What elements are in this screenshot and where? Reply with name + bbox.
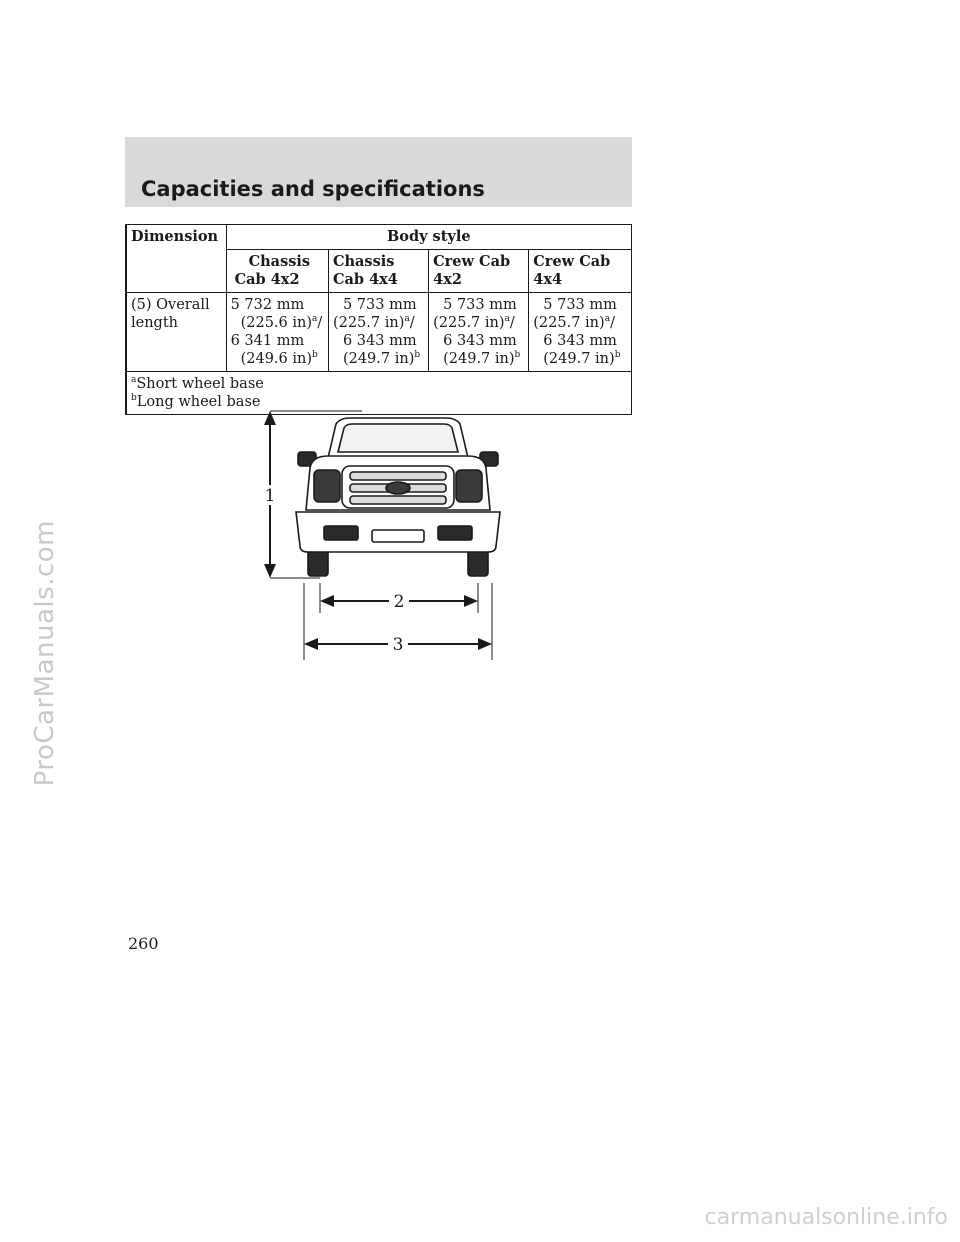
side-watermark: ProCarManuals.com [30,520,60,787]
body-style-header: Body style [226,225,631,250]
callout-3: 3 [392,635,404,655]
oval-badge-icon [386,482,410,494]
footnote: $^a$Short wheel base [131,375,264,392]
left-fog-lamp [324,526,358,540]
truck-front-illustration [296,418,500,576]
right-fog-lamp [438,526,472,540]
body-style-header-cell: Crew Cab 4x2 [429,250,529,293]
arrowhead-icon [264,411,276,425]
table-row [126,293,632,372]
windshield [338,424,458,452]
callout-2: 2 [393,592,405,612]
dimension-column-header: Dimension [126,225,226,293]
footnote: $^b$Long wheel base [131,393,261,410]
callout-1: 1 [264,486,276,506]
body-style-header-cell: Crew Cab 4x4 [529,250,632,293]
right-headlight [456,470,482,502]
body-style-header-cell: Chassis Cab 4x4 [328,250,428,293]
value-cell: 5 733 mm (225.7 in)$^a$/ 6 343 mm (249.7 in)$^b$ [328,293,428,372]
dimension-table [125,224,632,415]
license-plate-area [372,530,424,542]
page-number: 260 [128,934,159,953]
value-cell: 5 732 mm (225.6 in)$^a$/ 6 341 mm (249.6 in)$^b$ [226,293,328,372]
arrowhead-icon [264,564,276,578]
arrowhead-icon [304,638,318,650]
arrowhead-icon [320,595,334,607]
section-title: Capacities and specifications [141,177,485,201]
grille-bar [350,496,446,504]
truck-front-dimension-diagram [250,408,520,668]
body-style-header-cell: Chassis Cab 4x2 [226,250,328,293]
grille-bar [350,472,446,480]
value-cell: 5 733 mm (225.7 in)$^a$/ 6 343 mm (249.7 in)$^b$ [529,293,632,372]
dimension-cell: (5) Overall length [126,293,226,372]
bottom-watermark: carmanualsonline.info [704,1205,948,1230]
value-cell: 5 733 mm (225.7 in)$^a$/ 6 343 mm (249.7 in)$^b$ [429,293,529,372]
arrowhead-icon [464,595,478,607]
arrowhead-icon [478,638,492,650]
left-headlight [314,470,340,502]
table-header-row [126,225,632,250]
